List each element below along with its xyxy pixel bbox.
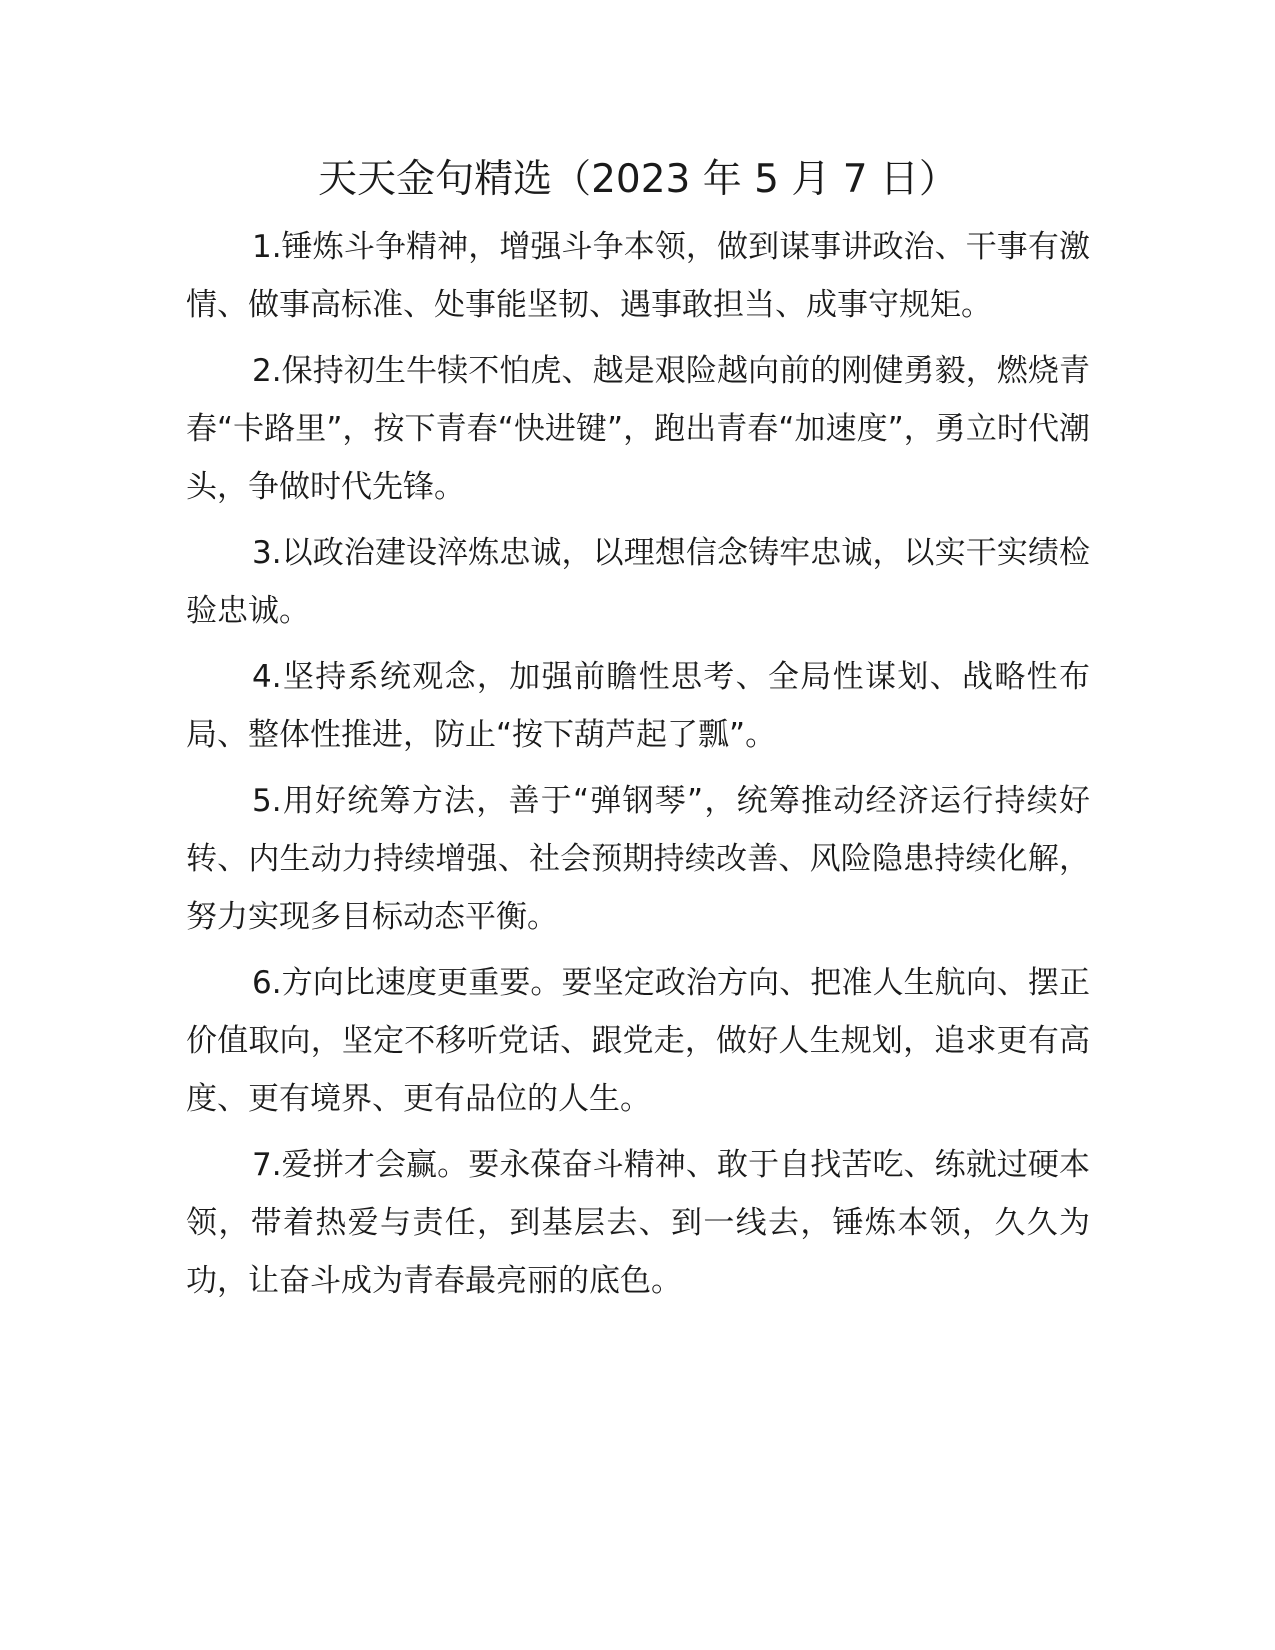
document-page bbox=[186, 150, 1090, 1318]
quote-paragraph-2: 2.保持初生牛犊不怕虎、越是艰险越向前的刚健勇毅，燃烧青春“卡路里”，按下青春“快进键”，跑出青春“加速度”，勇立时代潮头，争做时代先锋。 bbox=[186, 353, 1090, 505]
quote-paragraph-1: 1.锤炼斗争精神，增强斗争本领，做到谋事讲政治、干事有激情、做事高标准、处事能坚韧、遇事敢担当、成事守规矩。 bbox=[186, 229, 1090, 323]
quote-paragraph-4: 4.坚持系统观念，加强前瞻性思考、全局性谋划、战略性布局、整体性推进，防止“按下葫芦起了瓢”。 bbox=[186, 659, 1090, 753]
quote-paragraph-5: 5.用好统筹方法，善于“弹钢琴”，统筹推动经济运行持续好转、内生动力持续增强、社会预期持续改善、风险隐患持续化解，努力实现多目标动态平衡。 bbox=[186, 783, 1090, 935]
quote-paragraph-6: 6.方向比速度更重要。要坚定政治方向、把准人生航向、摆正价值取向，坚定不移听党话、跟党走，做好人生规划，追求更有高度、更有境界、更有品位的人生。 bbox=[186, 965, 1090, 1117]
quote-paragraph-7: 7.爱拼才会赢。要永葆奋斗精神、敢于自找苦吃、练就过硬本领，带着热爱与责任，到基层去、到一线去，锤炼本领，久久为功，让奋斗成为青春最亮丽的底色。 bbox=[186, 1147, 1090, 1299]
quote-paragraph-3: 3.以政治建设淬炼忠诚，以理想信念铸牢忠诚，以实干实绩检验忠诚。 bbox=[186, 535, 1090, 629]
document-title: 天天金句精选（2023 年 5 月 7 日） bbox=[318, 157, 958, 202]
